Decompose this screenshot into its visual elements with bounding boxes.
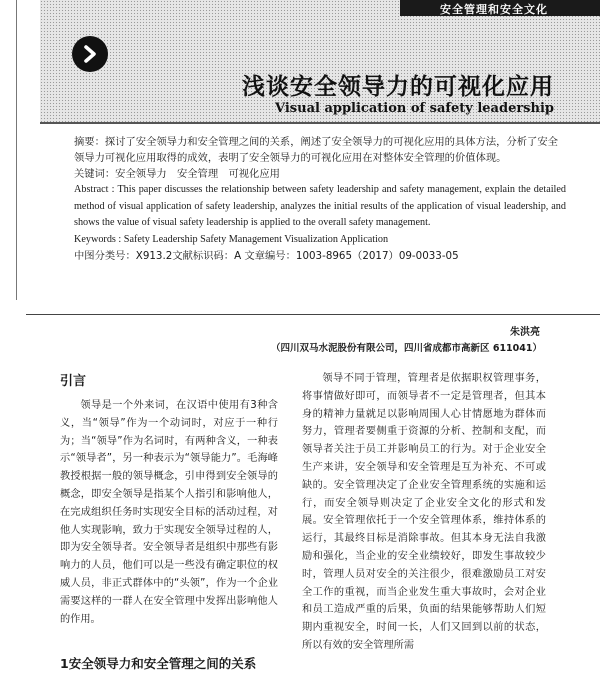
keywords-en: Keywords : Safety Leadership Safety Management Visualization Application [74,233,389,245]
page-subtitle: Visual application of safety leadership [275,101,554,116]
section1-heading: 1安全领导力和安全管理之间的关系 [60,656,257,671]
section-bar [400,0,600,16]
abstract-block [74,134,566,264]
right-column [302,370,546,655]
header-rule [40,122,600,124]
arrow-icon [72,36,108,72]
page-title: 浅谈安全领导力的可视化应用 [242,74,554,100]
author-name: 朱洪亮 [510,327,540,338]
abstract-cn: 摘要：探讨了安全领导力和安全管理之间的关系，阐述了安全领导力的可视化应用的具体方法，分析了安全领导力可视化应用取得的成效，表明了安全领导力的可视化应用在对整体安全管理的价值体现。 [74,136,558,164]
section-label: 安全管理和安全文化 [440,3,548,16]
author-affiliation: （四川双马水泥股份有限公司，四川省成都市高新区 611041） [271,343,542,354]
keywords-cn: 关键词：安全领导力 安全管理 可视化应用 [74,168,280,180]
divider [26,314,600,315]
abstract-en: Abstract : This paper discusses the relationship between safety leadership and safety management, explain the detailed method of visual application of safety leadership, analyzes the initial results of the application of visual leadership, and shows the value of visual safety leadership is applied to the overall safety management. [74,184,566,228]
margin-rule [16,0,17,300]
intro-heading: 引言 [60,374,87,389]
right-paragraph: 领导不同于管理，管理者是依据职权管理事务，将事情做好即可，而领导者不一定是管理者，但其本身的精神力量就足以影响周围人心甘情愿地为群体而努力，管理者要侧重于资源的分析、控制和支配，而领导者关注于员工并影响员工的行为。对于企业安全生产来讲，安全领导和安全管理是互为补充、不可或缺的。安全管理决定了企业安全管理系统的实施和运行，而安全领导则决定了企业安全文化的形式和发展。安全管理依托于一个安全管理体系，维持体系的运行，其最终目标是消除事故。但其本身无法自我激励和强化，当企业的安全业绩较好，即发生事故较少时，管理人员对安全的关注很少，很难激励员工对安全工作的重视，而当企业发生重大事故时，会对企业和员工造成严重的后果，负面的结果能够帮助人们短期内重视安全，时间一长，人们又回到以前的状态，所以有效的安全管理所需 [302,373,546,651]
classification-line: 中图分类号：X913.2文献标识码：A 文章编号：1003-8965（2017）09-0033-05 [74,250,459,262]
chevron-right-icon [80,44,100,64]
left-column [60,397,278,628]
intro-paragraph: 领导是一个外来词，在汉语中使用有3种含义，当“领导”作为一个动词时，对应于一种行为；当“领导”作为名词时，有两种含义，一种表示“领导者”，另一种表示为“领导能力”。毛海峰教授根据一般的领导概念，引申得到安全领导的概念，即安全领导是指某个人指引和影响他人，在完成组织任务时实现安全目标的活动过程，对他人实现影响，致力于实现安全领导过程的人，即为安全领导者。安全领导者是组织中那些有影响力的人员，他们可以是一些没有确定职位的权威人员，非正式群体中的“头领”，作为一个企业需要这样的一群人在安全管理中发挥出影响他人的作用。 [60,400,278,625]
